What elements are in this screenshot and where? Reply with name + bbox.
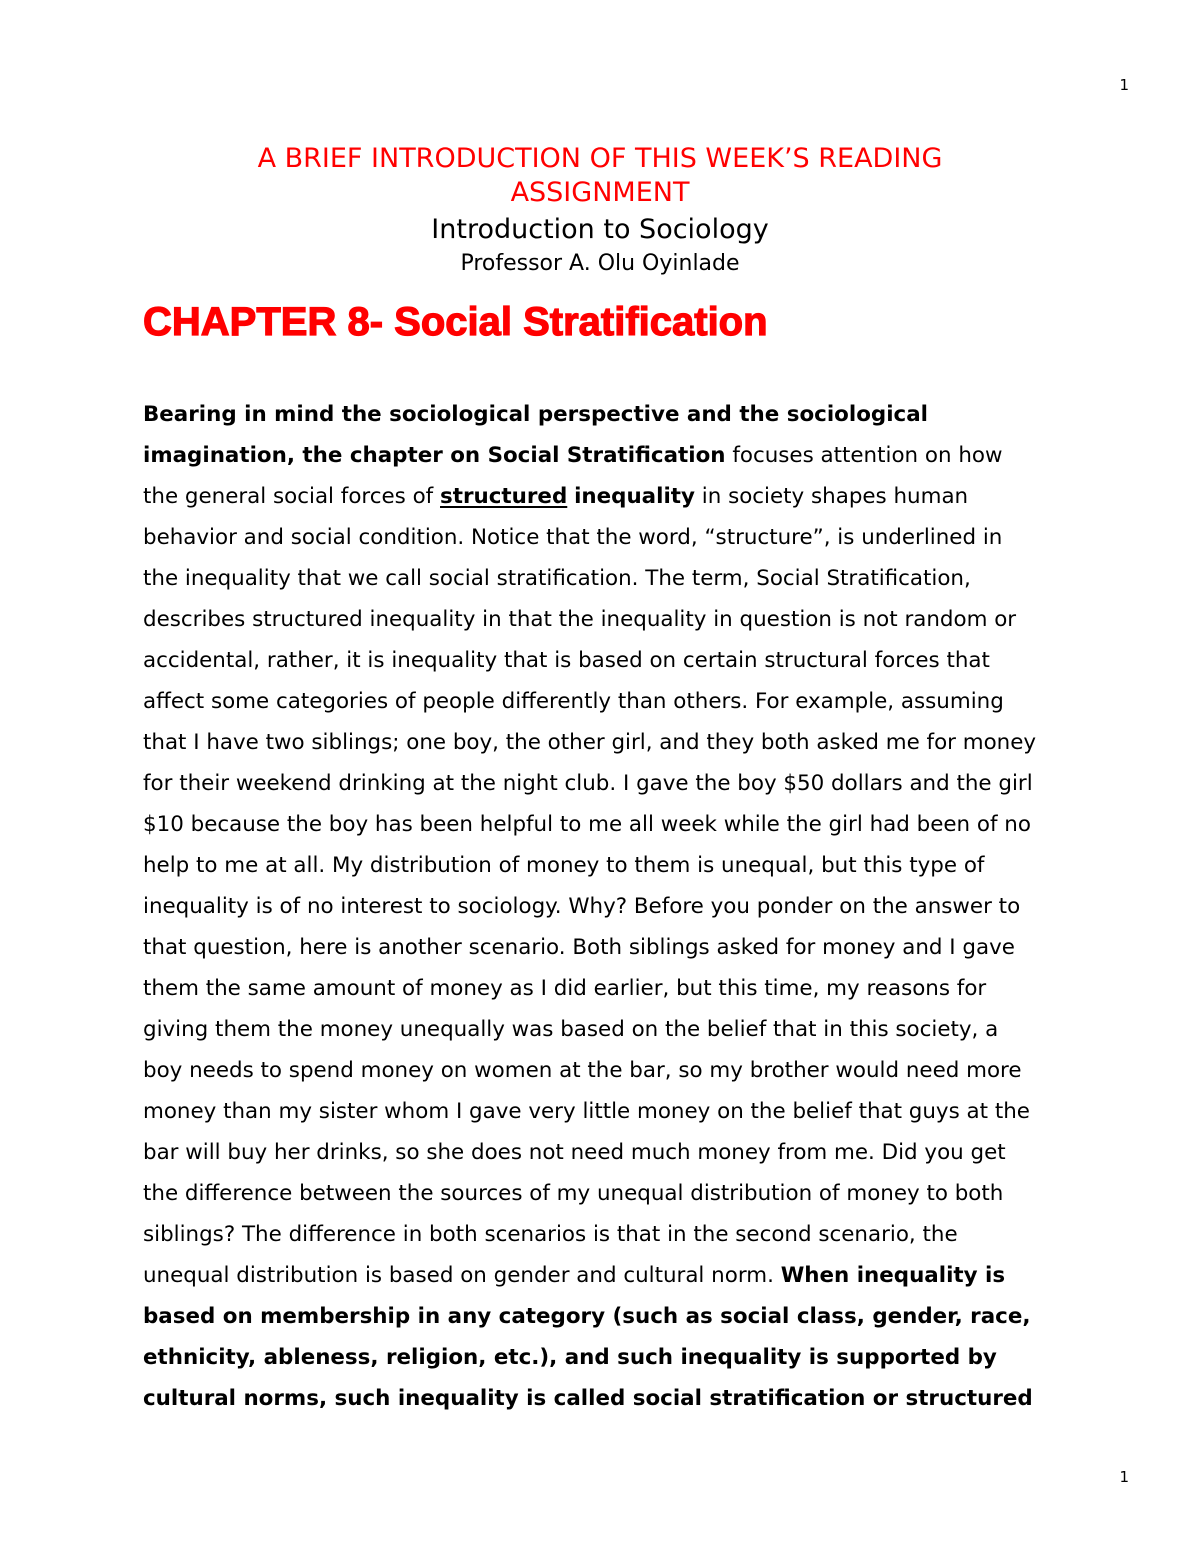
body-line	[143, 476, 1133, 517]
text: unequal distribution is based on gender and cultural norm.	[143, 1263, 781, 1288]
body-line: $10 because the boy has been helpful to me all week while the girl had been of no	[143, 812, 1031, 837]
body-line: boy needs to spend money on women at the bar, so my brother would need more	[143, 1058, 1022, 1083]
body-line: for their weekend drinking at the night club. I gave the boy $50 dollars and the girl	[143, 771, 1033, 796]
body-line: accidental, rather, it is inequality that is based on certain structural forces that	[143, 648, 990, 673]
body-line: inequality is of no interest to sociology. Why? Before you ponder on the answer to	[143, 894, 1021, 919]
body-line: them the same amount of money as I did earlier, but this time, my reasons for	[143, 976, 987, 1001]
bold-text: imagination, the chapter on Social Stratification	[143, 443, 726, 468]
body-line	[143, 435, 1133, 476]
bold-text: inequality	[574, 484, 695, 509]
body-line: describes structured inequality in that the inequality in question is not random or	[143, 607, 1017, 632]
body-line: based on membership in any category (such as social class, gender, race,	[143, 1304, 1031, 1329]
body-line	[143, 1255, 1133, 1296]
text: the general social forces of	[143, 484, 441, 509]
body-line: cultural norms, such inequality is called social stratification or structured	[143, 1386, 1033, 1411]
page-number-bottom: 1	[1119, 1468, 1129, 1486]
body-line: bar will buy her drinks, so she does not need much money from me. Did you get	[143, 1140, 1006, 1165]
body-line: that I have two siblings; one boy, the other girl, and they both asked me for money	[143, 730, 1037, 755]
body-line: siblings? The difference in both scenarios is that in the second scenario, the	[143, 1222, 958, 1247]
text: in society shapes human	[694, 484, 969, 509]
text: focuses attention on how	[725, 443, 1003, 468]
bold-text: When inequality is	[780, 1263, 1006, 1288]
body-line: affect some categories of people differently than others. For example, assuming	[143, 689, 1004, 714]
body-line: behavior and social condition. Notice that the word, “structure”, is underlined in	[143, 525, 1003, 550]
course-title: Introduction to Sociology	[431, 214, 769, 245]
body-line: that question, here is another scenario. Both siblings asked for money and I gave	[143, 935, 1015, 960]
body-line: giving them the money unequally was based on the belief that in this society, a	[143, 1017, 999, 1042]
page-number-top: 1	[1119, 76, 1129, 94]
professor-name: Professor A. Olu Oyinlade	[460, 251, 740, 276]
body-line: the inequality that we call social stratification. The term, Social Stratification,	[143, 566, 971, 591]
body-line: ethnicity, ableness, religion, etc.), and such inequality is supported by	[143, 1345, 997, 1370]
underlined-bold-text: structured	[440, 484, 568, 509]
chapter-title: CHAPTER 8- Social Stratification	[143, 300, 768, 344]
document-header	[0, 142, 1200, 278]
body-line: help to me at all. My distribution of money to them is unequal, but this type of	[143, 853, 985, 878]
intro-title: A BRIEF INTRODUCTION OF THIS WEEK’S READING ASSIGNMENT	[257, 143, 943, 208]
body-line: the difference between the sources of my unequal distribution of money to both	[143, 1181, 1004, 1206]
body-line: Bearing in mind the sociological perspective and the sociological	[143, 402, 928, 427]
body-line: money than my sister whom I gave very little money on the belief that guys at the	[143, 1099, 1030, 1124]
body-paragraph	[143, 394, 1133, 1419]
